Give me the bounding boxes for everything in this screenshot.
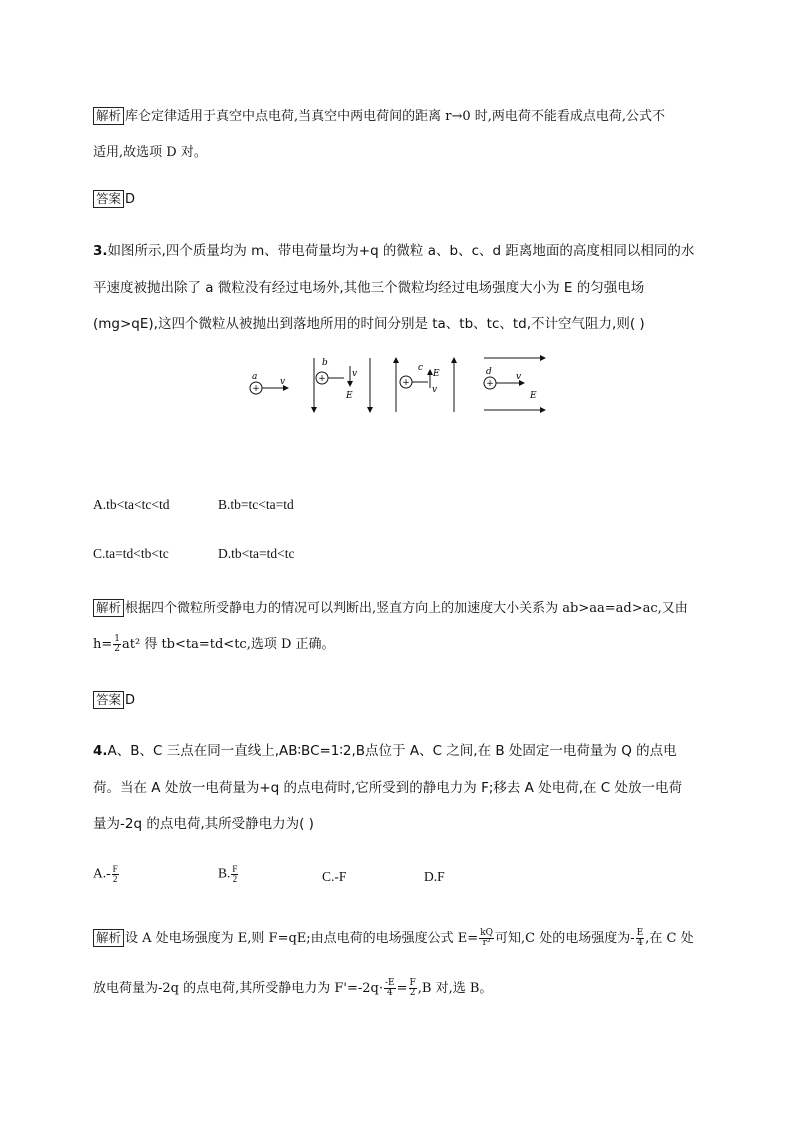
answer-label: 答案 [93,691,124,709]
q3-analysis-line-1: 解析 根据四个微粒所受静电力的情况可以判断出,竖直方向上的加速度大小关系为 ab>aa=ad>ac,又由 [93,597,688,617]
q3-line-3: (mg>qE),这四个微粒从被抛出到落地所用的时间分别是 ta、tb、tc、td,不计空气阻力,则( ) [93,316,645,332]
q4-line-3: 量为-2q 的点电荷,其所受静电力为( ) [93,816,314,832]
charge-plus-a: + [252,384,260,394]
label-d: d [486,367,492,377]
electric-field-diagram [240,350,550,420]
field-d: E [530,391,537,401]
analysis-label: 解析 [93,599,124,617]
particle-b-field-down [314,358,370,412]
q3-answer: 答案 D [93,691,135,709]
q4-line-1: 4.A、B、C 三点在同一直线上,AB∶BC=1∶2,B点位于 A、C 之间,在 B 处固定一电荷量为 Q 的点电 [93,743,677,759]
q3-option-b[interactable]: B.tb=tc<ta=td [218,497,294,512]
charge-plus-d: + [486,379,494,389]
analysis-label: 解析 [93,929,124,947]
analysis-label: 解析 [93,107,124,125]
q4-option-b[interactable]: B. $\frac{F}{2}$ [218,864,238,884]
q4-analysis-line-2: 放电荷量为-2q 的点电荷,其所受静电力为 F'=-2q· $\frac{-E}{4}$ = $\frac{F}{2}$ ,B 对,选 B。 [93,978,493,998]
q3-option-d[interactable]: D.tb<ta=td<tc [218,546,295,561]
velocity-b: v [352,369,358,379]
q4-line-2: 荷。当在 A 处放一电荷量为+q 的点电荷时,它所受到的静电力为 F;移去 A 处电荷,在 C 处放一电荷 [93,780,683,796]
velocity-d: v [516,372,522,382]
q3-option-c[interactable]: C.ta=td<tb<tc [93,546,169,561]
charge-plus-b: + [318,374,326,384]
q3-option-a[interactable]: A.tb<ta<tc<td [93,497,170,512]
label-c: c [418,363,424,373]
field-b: E [346,391,353,401]
q4-option-d[interactable]: D.F [424,869,445,884]
q2-analysis-line-1: 解析 库仑定律适用于真空中点电荷,当真空中两电荷间的距离 r→0 时,两电荷不能看成点电荷,公式不 [93,105,665,125]
particle-a-group [250,372,288,394]
velocity-c: v [432,385,438,395]
label-a: a [252,372,258,382]
q4-option-c[interactable]: C.-F [322,869,347,884]
particle-c-field-up [396,358,454,412]
q2-answer: 答案 D [93,190,135,208]
field-c: E [433,369,440,379]
answer-label: 答案 [93,190,124,208]
charge-plus-c: + [402,378,410,388]
velocity-a: v [280,377,286,387]
label-b: b [322,358,328,368]
q3-line-1: 3.如图所示,四个质量均为 m、带电荷量均为+q 的微粒 a、b、c、d 距离地面的高度相同以相同的水 [93,243,695,259]
q4-analysis-line-1: 解析 设 A 处电场强度为 E,则 F=qE;由点电荷的电场强度公式 E= $\frac{kQ}{\text{r²}}$ 可知,C 处的电场强度为- $\frac{E}{4}$ ,在 C 处 [93,927,694,948]
q4-option-a[interactable]: A.- $\frac{F}{2}$ [93,864,118,884]
particle-d-field-right [484,358,545,410]
q2-analysis-line-2: 适用,故选项 D 对。 [93,145,207,160]
q3-analysis-line-2: h= $\frac{1}{2}$ at² 得 tb<ta=td<tc,选项 D 正确。 [93,634,335,654]
q3-line-2: 平速度被抛出除了 a 微粒没有经过电场外,其他三个微粒均经过电场强度大小为 E 的匀强电场 [93,280,645,296]
fraction-half: $\frac{1}{2}$ [114,634,120,654]
